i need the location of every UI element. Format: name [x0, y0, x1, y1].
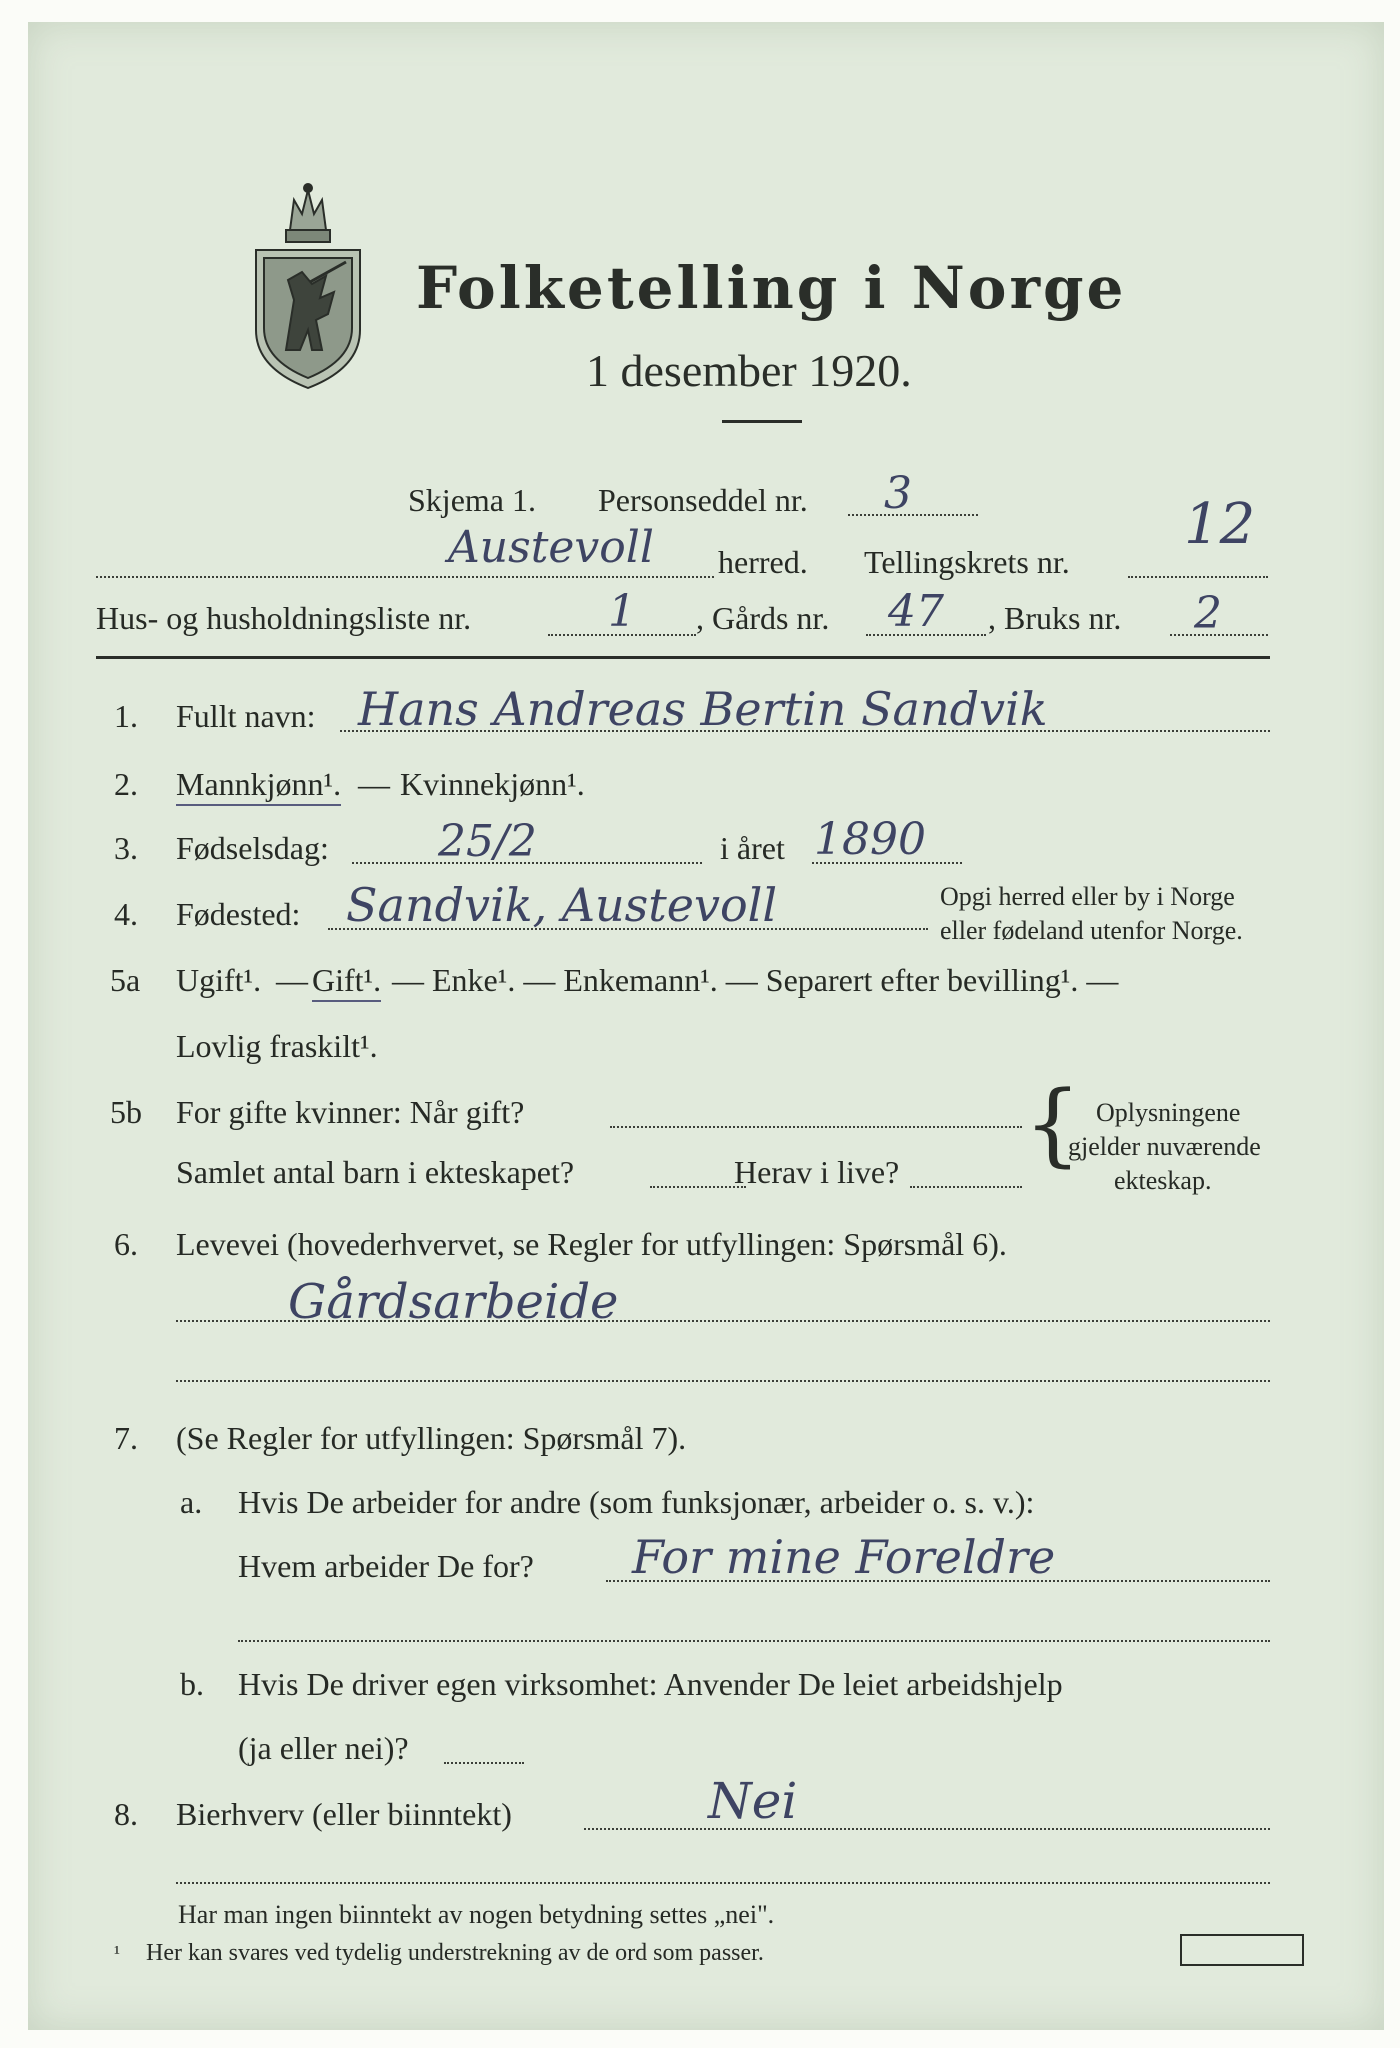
gards-label: , Gårds nr.	[696, 600, 830, 636]
tellingskrets-field	[1128, 576, 1268, 578]
children-alive-field	[910, 1186, 1022, 1188]
occupation-value: Gårdsarbeide	[288, 1274, 619, 1330]
form-title: Folketelling i Norge	[416, 254, 1127, 322]
skjema-label: Skjema 1.	[408, 482, 536, 518]
q1-number: 1.	[114, 698, 138, 734]
herred-value: Austevoll	[448, 522, 654, 573]
tellingskrets-value: 12	[1184, 492, 1256, 557]
married-when-field	[610, 1126, 1022, 1128]
q7b-letter: b.	[180, 1666, 204, 1702]
q4-number: 4.	[114, 896, 138, 932]
children-alive-label: Herav i live?	[734, 1154, 900, 1190]
census-date: 1 desember 1920.	[586, 345, 912, 396]
employer-field-2	[238, 1640, 1270, 1642]
personseddel-value: 3	[884, 468, 912, 519]
herred-label: herred.	[718, 544, 808, 580]
year-label: i året	[720, 830, 785, 866]
q8-number: 8.	[114, 1796, 138, 1832]
q5b-note-line1: Oplysningene	[1096, 1098, 1241, 1127]
q1-label: Fullt navn:	[176, 698, 316, 734]
q3-label: Fødselsdag:	[176, 830, 329, 866]
footnote-mark: ¹	[114, 1942, 120, 1964]
norway-coat-of-arms-icon	[250, 180, 366, 392]
q6-number: 6.	[114, 1226, 138, 1262]
q7-number: 7.	[114, 1420, 138, 1456]
divorced-option: Lovlig fraskilt¹.	[176, 1028, 378, 1064]
other-marital-options: — Enke¹. — Enkemann¹. — Separert efter bevilling¹. —	[392, 962, 1119, 998]
q5b-note-line3: ekteskap.	[1114, 1166, 1212, 1195]
q5b-note-line2: gjelder nuværende	[1068, 1132, 1261, 1161]
children-label: Samlet antal barn i ekteskapet?	[176, 1154, 575, 1190]
herred-field	[96, 576, 714, 578]
birthplace-value: Sandvik, Austevoll	[346, 878, 778, 932]
bruks-label: , Bruks nr.	[988, 600, 1122, 636]
full-name-value: Hans Andreas Bertin Sandvik	[358, 682, 1048, 736]
side-income-field	[584, 1828, 1270, 1830]
birthday-value: 25/2	[438, 816, 537, 867]
q2-number: 2.	[114, 766, 138, 802]
q5b-brace: {	[1024, 1072, 1082, 1177]
printer-stamp	[1180, 1934, 1304, 1966]
birth-year-value: 1890	[814, 814, 926, 865]
male-option: Mannkjønn¹.	[176, 766, 341, 806]
title-divider	[722, 420, 802, 423]
birthplace-note-line1: Opgi herred eller by i Norge	[940, 882, 1235, 911]
q4-label: Fødested:	[176, 896, 301, 932]
personseddel-field	[848, 514, 978, 516]
occupation-field-2	[176, 1380, 1270, 1382]
footnote: Her kan svares ved tydelig understrekning av de ord som passer.	[146, 1940, 764, 1966]
q2-separator: —	[358, 766, 390, 802]
bruks-value: 2	[1194, 588, 1222, 639]
married-option: Gift¹.	[312, 962, 381, 1002]
gards-value: 47	[888, 586, 944, 637]
personseddel-label: Personseddel nr.	[598, 482, 808, 518]
side-income-value: Nei	[708, 1772, 798, 1830]
hus-value: 1	[608, 586, 636, 637]
q8-label: Bierhverv (eller biinntekt)	[176, 1796, 512, 1832]
children-field	[650, 1186, 746, 1188]
q7a-line1: Hvis De arbeider for andre (som funksjonær, arbeider o. s. v.):	[238, 1484, 1035, 1520]
census-form	[28, 22, 1384, 2030]
birthplace-note-line2: eller fødeland utenfor Norge.	[940, 916, 1243, 945]
female-option: Kvinnekjønn¹.	[400, 766, 585, 802]
q7b-line2: (ja eller nei)?	[238, 1730, 409, 1766]
tellingskrets-label: Tellingskrets nr.	[864, 544, 1070, 580]
q7-label: (Se Regler for utfyllingen: Spørsmål 7).	[176, 1420, 687, 1456]
header-divider	[96, 656, 1270, 659]
side-income-note: Har man ingen biinntekt av nogen betydning settes „nei".	[178, 1900, 775, 1929]
q6-label: Levevei (hovederhvervet, se Regler for utfyllingen: Spørsmål 6).	[176, 1226, 1007, 1262]
hus-label: Hus- og husholdningsliste nr.	[96, 600, 472, 636]
hired-help-field	[444, 1762, 524, 1764]
q5a-separator: —	[276, 962, 308, 998]
side-income-field-2	[176, 1882, 1270, 1884]
q7a-letter: a.	[180, 1484, 203, 1520]
q7b-line1: Hvis De driver egen virksomhet: Anvender De leiet arbeidshjelp	[238, 1666, 1063, 1702]
q3-number: 3.	[114, 830, 138, 866]
q7a-line2: Hvem arbeider De for?	[238, 1548, 534, 1584]
married-when-label: For gifte kvinner: Når gift?	[176, 1094, 525, 1130]
unmarried-option: Ugift¹.	[176, 962, 262, 998]
occupation-field	[176, 1320, 1270, 1322]
q5b-number: 5b	[110, 1094, 142, 1130]
q5a-number: 5a	[110, 962, 141, 998]
employer-value: For mine Foreldre	[632, 1530, 1056, 1584]
